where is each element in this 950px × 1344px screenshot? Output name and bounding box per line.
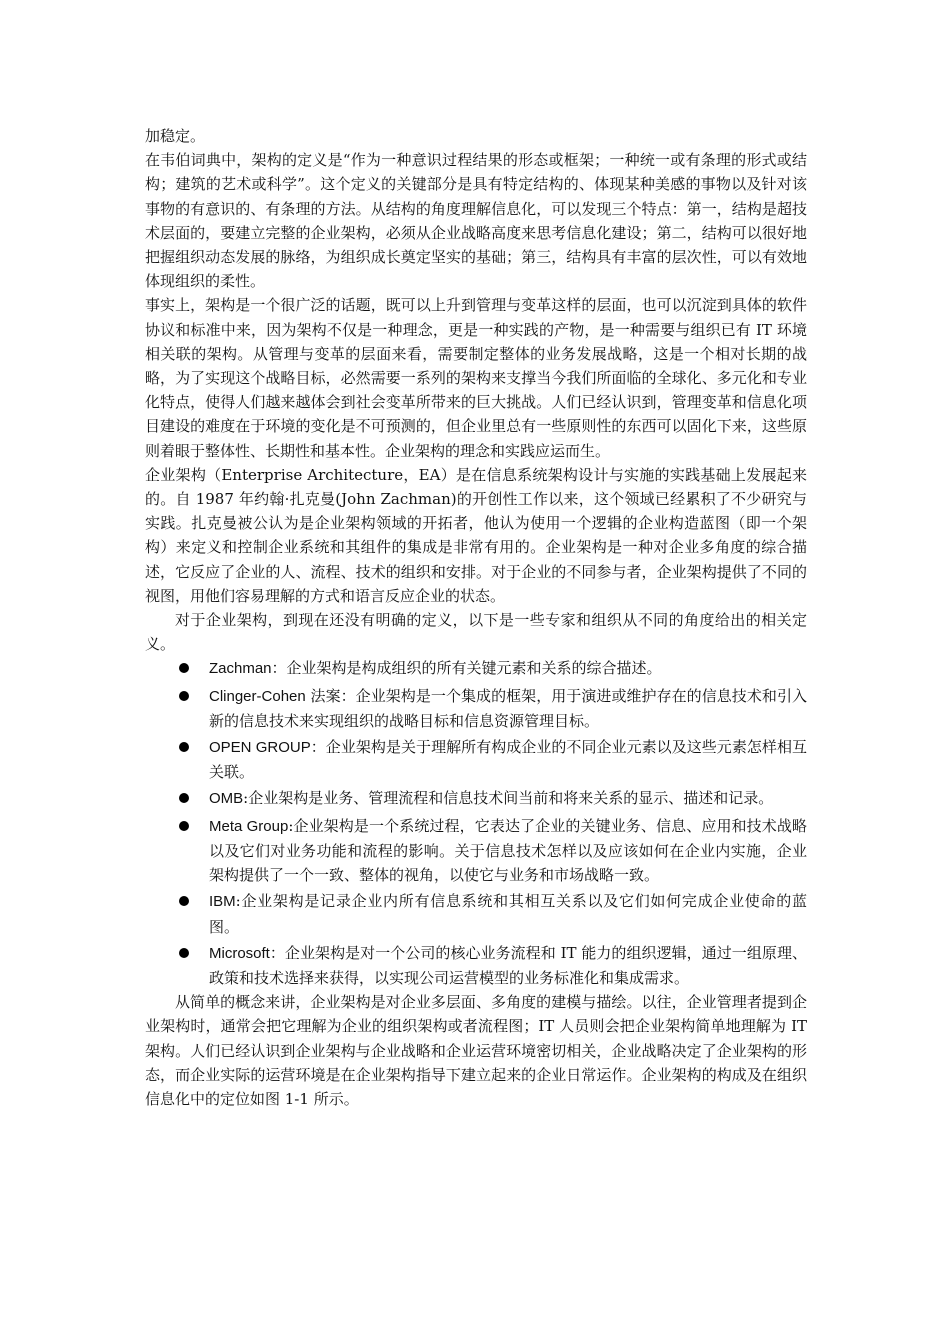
list-item xyxy=(145,786,807,811)
bullet-icon xyxy=(179,742,189,752)
paragraph: 事实上，架构是一个很广泛的话题，既可以上升到管理与变革这样的层面，也可以沉淀到具体的软件协议和标准中来，因为架构不仅是一种理念，更是一种实践的产物，是一种需要与组织已有 IT 环境相关联的架构。从管理与变革的层面来看，需要制定整体的业务发展战略，这是一个相对长期的战略，为了实现这个战略目标，必然需要一系列的架构来支撑当今我们所面临的全球化、多元化和专业化特点，使得人们越来越体会到社会变革所带来的巨大挑战。人们已经认识到，管理变革和信息化项目建设的难度在于环境的变化是不可预测的，但企业里总有一些原则性的东西可以固化下来，这些原则着眼于整体性、长期性和基本性。企业架构的理念和实践应运而生。 xyxy=(145,296,807,460)
definition-term: Meta Group xyxy=(209,817,289,835)
definition-text: :企业架构是一个系统过程，它表达了企业的关键业务、信息、应用和技术战略以及它们对业务功能和流程的影响。关于信息技术怎样以及应该如何在企业内实施，企业架构提供了一个一致、整体的视角，以使它与业务和市场战略一致。 xyxy=(209,816,807,885)
list-item xyxy=(145,941,807,990)
list-item xyxy=(145,889,807,938)
paragraph: 企业架构（Enterprise Architecture，EA）是在信息系统架构设计与实施的实践基础上发展起来的。自 1987 年约翰·扎克曼(John Zachman)的开创性工作以来，这个领域已经累积了不少研究与实践。扎克曼被公认为是企业架构领域的开拓者，他认为使用一个逻辑的企业构造蓝图（即一个架构）来定义和控制企业系统和其组件的集成是非常有用的。企业架构是一种对企业多角度的综合描述，它反应了企业的人、流程、技术的组织和安排。对于企业的不同参与者，企业架构提供了不同的视图，用他们容易理解的方式和语言反应企业的状态。 xyxy=(145,465,807,605)
definition-term: OPEN GROUP xyxy=(209,739,311,757)
bullet-icon xyxy=(179,691,189,701)
list-item xyxy=(145,656,807,681)
bullet-icon xyxy=(179,663,189,673)
definition-term: Microsoft xyxy=(209,944,270,962)
bullet-icon xyxy=(179,793,189,803)
paragraph: 在韦伯词典中，架构的定义是“作为一种意识过程结果的形态或框架；一种统一或有条理的形式或结构；建筑的艺术或科学”。这个定义的关键部分是具有特定结构的、体现某种美感的事物以及针对该事物的有意识的、有条理的方法。从结构的角度理解信息化，可以发现三个特点：第一，结构是超技术层面的，要建立完整的企业架构，必须从企业战略高度来思考信息化建设；第二，结构可以很好地把握组织动态发展的脉络，为组织成长奠定坚实的基础；第三，结构具有丰富的层次性，可以有效地体现组织的柔性。 xyxy=(145,151,807,291)
paragraph: 从简单的概念来讲，企业架构是对企业多层面、多角度的建模与描绘。以往，企业管理者提到企业架构时，通常会把它理解为企业的组织架构或者流程图；IT 人员则会把企业架构简单地理解为 IT 架构。人们已经认识到企业架构与企业战略和企业运营环境密切相关，企业战略决定了企业架构的形态，而企业实际的运营环境是在企业架构指导下建立起来的企业日常运作。企业架构的构成及在组织信息化中的定位如图 1-1 所示。 xyxy=(145,993,807,1108)
bullet-icon xyxy=(179,896,189,906)
definition-term: Clinger-Cohen xyxy=(209,687,306,705)
bullet-icon xyxy=(179,948,189,958)
definition-text: ：企业架构是对一个公司的核心业务流程和 IT 能力的组织逻辑，通过一组原理、政策和技术选择来获得，以实现公司运营模型的业务标准化和集成需求。 xyxy=(209,943,807,987)
paragraph: 加稳定。 xyxy=(145,127,206,145)
list-item xyxy=(145,684,807,733)
document-body xyxy=(145,124,807,1111)
definition-term: IBM xyxy=(209,893,236,911)
definition-text: :企业架构是业务、管理流程和信息技术间当前和将来关系的显示、描述和记录。 xyxy=(243,789,774,808)
definition-text: ：企业架构是关于理解所有构成企业的不同企业元素以及这些元素怎样相互关联。 xyxy=(209,738,807,782)
list-item xyxy=(145,735,807,784)
list-item xyxy=(145,814,807,888)
definition-text: 法案：企业架构是一个集成的框架，用于演进或维护存在的信息技术和引入新的信息技术来实现组织的战略目标和信息资源管理目标。 xyxy=(209,686,807,730)
bullet-icon xyxy=(179,821,189,831)
definition-term: OMB xyxy=(209,790,244,808)
definition-term: Zachman xyxy=(209,660,272,678)
definition-list xyxy=(145,656,807,990)
paragraph: 对于企业架构，到现在还没有明确的定义，以下是一些专家和组织从不同的角度给出的相关定义。 xyxy=(145,611,807,654)
definition-text: ：企业架构是构成组织的所有关键元素和关系的综合描述。 xyxy=(271,659,662,678)
definition-text: :企业架构是记录企业内所有信息系统和其相互关系以及它们如何完成企业使命的蓝图。 xyxy=(209,892,807,936)
